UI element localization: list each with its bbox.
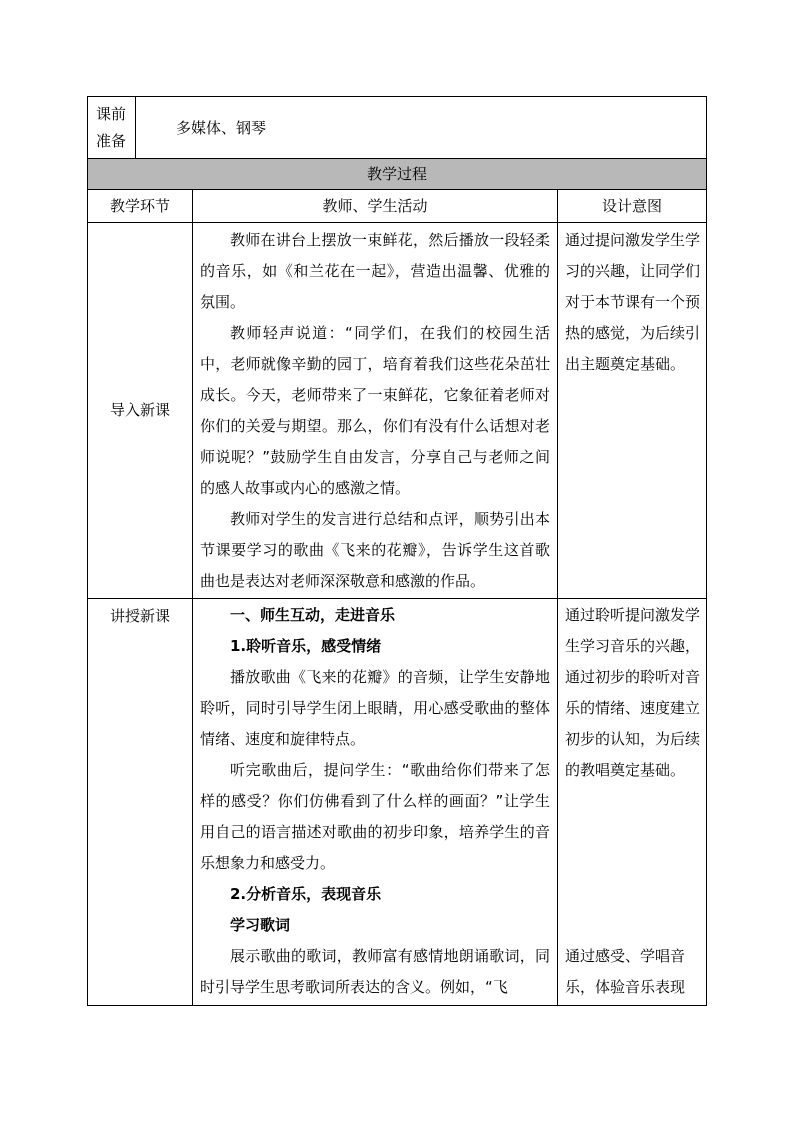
activity-cell (200, 600, 550, 1003)
prep-table (87, 96, 707, 159)
header-bottom-line (88, 222, 706, 223)
activity-paragraph: 教师对学生的发言进行总结和点评，顺势引出本节课要学习的歌曲《飞来的花瓣》，告诉学生这首歌曲也是表达对老师深深敬意和感激的作品。 (200, 510, 550, 590)
row-divider (88, 598, 706, 599)
stage-cell: 讲授新课 (109, 607, 170, 625)
activity-paragraph: 教师轻声说道：“同学们，在我们的校园生活中，老师就像辛勤的园丁，培育着我们这些花朵茁壮成长。今天，老师带来了一束鲜花，它象征着老师对你们的关爱与期望。那么，你们有没有什么话想对老师说呢？”鼓励学生自由发言，分享自己与老师之间的感人故事或内心的感激之情。 (200, 324, 550, 497)
design-cell (565, 600, 701, 786)
activity-paragraph: 播放歌曲《飞来的花瓣》的音频，让学生安静地聆听，同时引导学生闭上眼睛，用心感受歌曲的整体情绪、速度和旋律特点。 (200, 668, 550, 748)
stage-cell: 导入新课 (109, 401, 170, 419)
design-cell-continued (565, 941, 701, 1003)
activity-subheading: 学习歌词 (230, 916, 291, 934)
header-stage: 教学环节 (109, 197, 170, 215)
section-title: 教学过程 (88, 159, 706, 190)
prep-label-line1: 课前 (96, 105, 127, 123)
design-text: 通过感受、学唱音乐，体验音乐表现 (565, 947, 686, 996)
design-text: 通过聆听提问激发学生学习音乐的兴趣，通过初步的聆听对音乐的情绪、速度建立初步的认知，为后续的教唱奠定基础。 (565, 606, 701, 779)
activity-subheading: 1.聆听音乐，感受情绪 (230, 637, 382, 655)
design-text: 通过提问激发学生学习的兴趣，让同学们对于本节课有一个预热的感觉，为后续引出主题奠定基础。 (565, 231, 701, 373)
header-activity: 教师、学生活动 (322, 197, 428, 215)
prep-label-line2: 准备 (96, 132, 127, 150)
activity-paragraph: 展示歌曲的歌词，教师富有感情地朗诵歌词，同时引导学生思考歌词所表达的含义。例如，“飞 (200, 947, 550, 996)
activity-paragraph: 听完歌曲后，提问学生：“歌曲给你们带来了怎样的感受？你们仿佛看到了什么样的画面？”让学生用自己的语言描述对歌曲的初步印象，培养学生的音乐想象力和感受力。 (200, 761, 550, 872)
header-design: 设计意图 (601, 197, 662, 215)
activity-paragraph: 教师在讲台上摆放一束鲜花，然后播放一段轻柔的音乐，如《和兰花在一起》，营造出温馨、优雅的氛围。 (200, 231, 550, 311)
activity-cell (200, 225, 550, 597)
activity-subheading: 2.分析音乐，表现音乐 (230, 885, 382, 903)
prep-value: 多媒体、钢琴 (176, 119, 267, 137)
process-table (87, 159, 707, 1006)
design-cell (565, 225, 701, 380)
activity-heading: 一、师生互动，走进音乐 (230, 606, 396, 624)
prep-label (88, 97, 136, 158)
